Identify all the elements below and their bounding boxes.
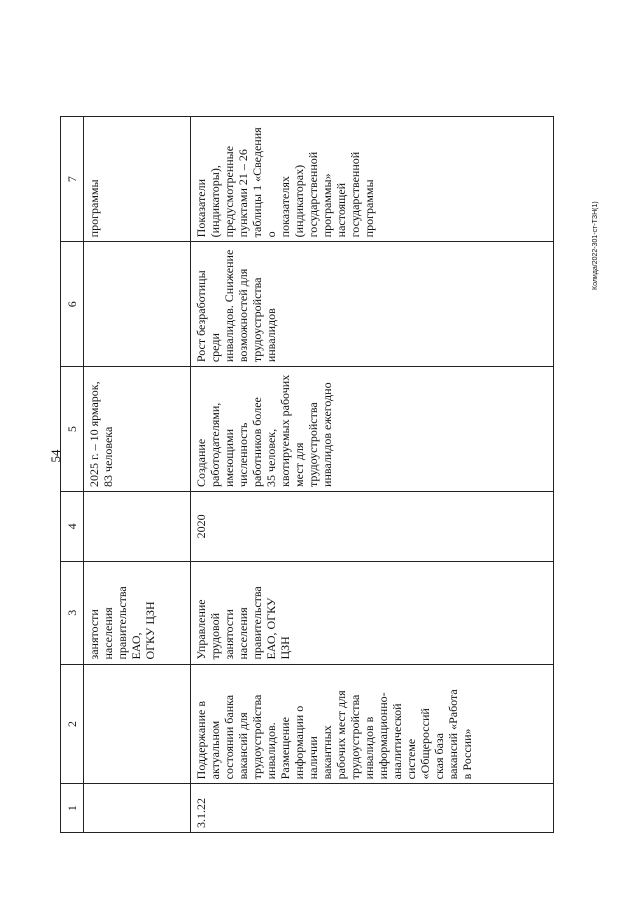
document-code: Колида/2022-301-ст-ТЗН(1) bbox=[592, 201, 599, 290]
header-col-4: 4 bbox=[61, 491, 84, 561]
header-col-3: 3 bbox=[61, 561, 84, 664]
cell-indicators: Показатели (индикаторы), предусмотренные пунктами 21 – 26 таблицы 1 «Сведения о показателях (индикаторах) государственной программы» настоящей государственной программы bbox=[191, 117, 554, 242]
header-col-2: 2 bbox=[61, 664, 84, 784]
cell-indicators: программы bbox=[84, 117, 191, 242]
header-col-7: 7 bbox=[61, 117, 84, 242]
header-col-1: 1 bbox=[61, 784, 84, 833]
header-col-5: 5 bbox=[61, 367, 84, 492]
page-number: 54 bbox=[48, 449, 63, 463]
cell-executor: занятости населения правительства ЕАО, ОГКУ ЦЗН bbox=[84, 561, 191, 664]
cell-executor: Управление трудовой занятости населения правительства ЕАО, ОГКУ ЦЗН bbox=[191, 561, 554, 664]
cell-number bbox=[84, 784, 191, 833]
rotated-page-area bbox=[60, 116, 554, 833]
cell-result: Создание работодателями, имеющими численность работников более 35 человек, квотируемых рабочих мест для трудоустройства инвалидов ежегодно bbox=[191, 367, 554, 492]
cell-year bbox=[84, 491, 191, 561]
cell-number: 3.1.22 bbox=[191, 784, 554, 833]
cell-year: 2020 bbox=[191, 491, 554, 561]
cell-consequences bbox=[84, 242, 191, 367]
table-row bbox=[84, 117, 191, 833]
cell-activity bbox=[84, 664, 191, 784]
header-col-6: 6 bbox=[61, 242, 84, 367]
header-row bbox=[61, 117, 84, 833]
cell-result: 2025 г. – 10 ярмарок, 83 человека bbox=[84, 367, 191, 492]
program-activities-table bbox=[60, 116, 554, 833]
table-row bbox=[191, 117, 554, 833]
program-table-container bbox=[60, 116, 554, 833]
cell-activity: Поддержание в актуальном состоянии банка вакансий для трудоустройства инвалидов. Размещение информации о наличии вакантных рабочих мест для трудоустройства инвалидов в информационно- аналитической системе «Общероссий ская база вакансий «Работа в России» bbox=[191, 664, 554, 784]
cell-consequences: Рост безработицы среди инвалидов. Снижение возможностей для трудоустройства инвалидов bbox=[191, 242, 554, 367]
